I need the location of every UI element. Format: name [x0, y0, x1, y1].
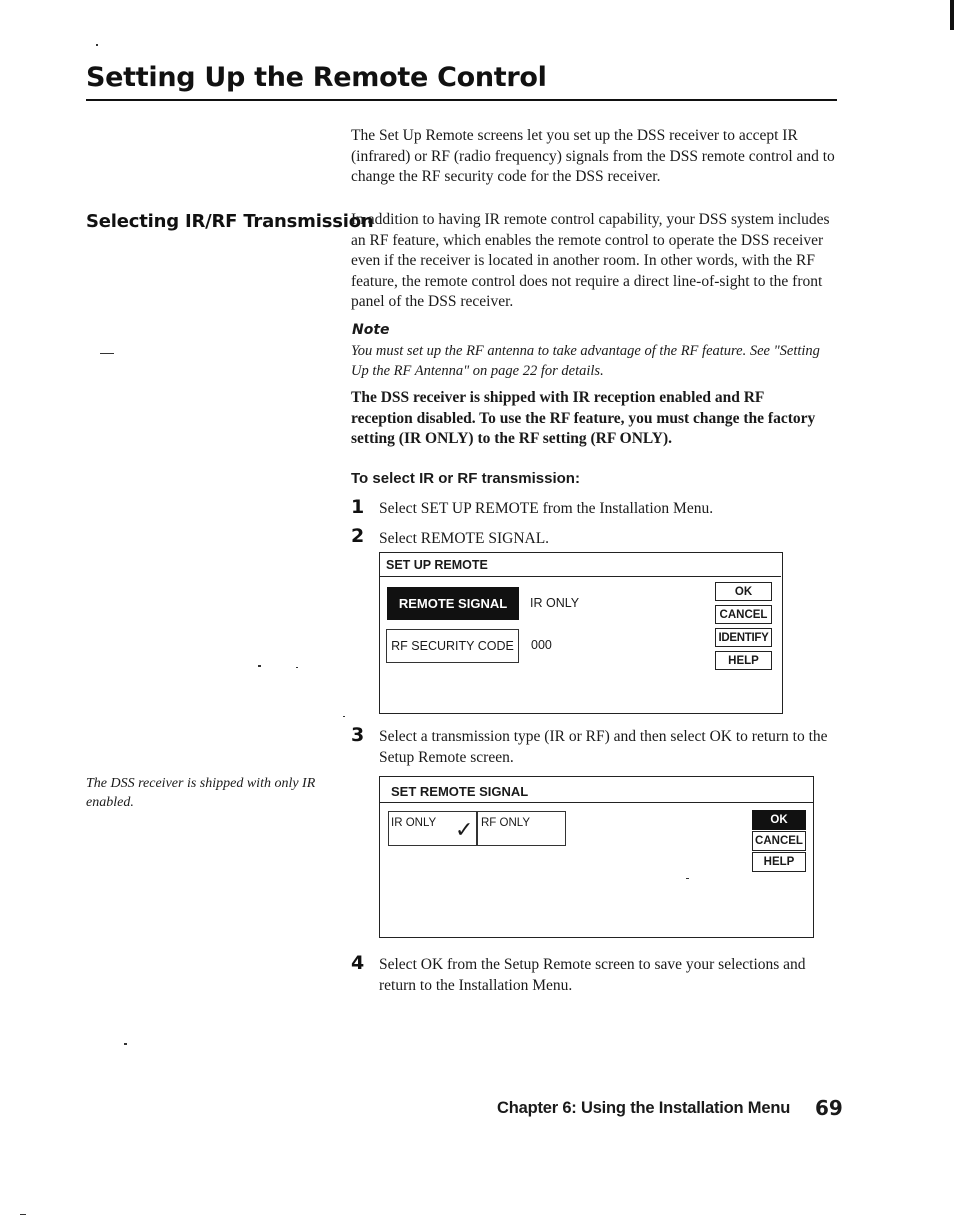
step-text: Select a transmission type (IR or RF) and then select OK to return to the Setup Remote screen.: [379, 728, 828, 766]
screen-divider: [380, 802, 813, 803]
screen-divider: [380, 576, 781, 577]
step-text: Select SET UP REMOTE from the Installation Menu.: [379, 500, 714, 517]
step-number: 2: [351, 525, 365, 547]
step-text: Select OK from the Setup Remote screen to save your selections and return to the Installation Menu.: [379, 956, 806, 994]
remote-signal-button[interactable]: REMOTE SIGNAL: [387, 587, 519, 620]
rf-only-label: RF ONLY: [481, 817, 530, 829]
scan-speck: [343, 716, 345, 717]
screen-title: SET REMOTE SIGNAL: [391, 784, 529, 799]
scan-speck: [100, 353, 114, 354]
cancel-button[interactable]: CANCEL: [715, 605, 772, 624]
set-remote-signal-screen: [379, 776, 814, 938]
step-number: 1: [351, 496, 365, 518]
intro-paragraph: The Set Up Remote screens let you set up the DSS receiver to accept IR (infrared) or RF (radio frequency) signals from the DSS remote control and to change the RF security code for the DSS receiver.: [351, 127, 835, 185]
cancel-button[interactable]: CANCEL: [752, 831, 806, 851]
scan-speck: [296, 667, 298, 668]
step-text: Select REMOTE SIGNAL.: [379, 530, 550, 547]
help-button[interactable]: HELP: [715, 651, 772, 670]
section-heading: Selecting IR/RF Transmission: [86, 211, 374, 232]
footer-chapter-title: Chapter 6: Using the Installation Menu: [497, 1099, 791, 1117]
note-text: You must set up the RF antenna to take advantage of the RF feature. See "Setting Up the RF Antenna" on page 22 for details.: [351, 343, 820, 379]
scan-speck: [96, 44, 98, 46]
margin-note: The DSS receiver is shipped with only IR enabled.: [86, 776, 316, 810]
rf-security-code-button[interactable]: RF SECURITY CODE: [386, 629, 519, 663]
page-edge-mark: [950, 0, 954, 30]
title-rule: [86, 99, 837, 101]
page-title: Setting Up the Remote Control: [86, 62, 547, 93]
scan-speck: [686, 878, 689, 879]
section-paragraph: In addition to having IR remote control capability, your DSS system includes an RF feature, which enables the remote control to operate the DSS receiver even if the receiver is located in another room. In other words, with the RF feature, the remote control does not require a direct line-of-sight to the front panel of the DSS receiver.: [351, 211, 830, 310]
ir-only-label: IR ONLY: [391, 817, 437, 829]
scan-speck: [20, 1214, 26, 1215]
scan-speck: [124, 1043, 127, 1045]
step-number: 3: [351, 724, 365, 746]
page-number: 69: [815, 1096, 843, 1120]
rf-security-code-value: 000: [531, 638, 552, 652]
ok-button[interactable]: OK: [715, 582, 772, 601]
scan-speck: [258, 665, 261, 667]
screen-title: SET UP REMOTE: [386, 558, 488, 572]
note-label: Note: [352, 322, 390, 338]
identify-button[interactable]: IDENTIFY: [715, 628, 772, 647]
bold-paragraph: The DSS receiver is shipped with IR reception enabled and RF reception disabled. To use the RF feature, you must change the factory setting (IR ONLY) to the RF setting (RF ONLY).: [351, 389, 816, 447]
remote-signal-value: IR ONLY: [530, 596, 580, 610]
help-button[interactable]: HELP: [752, 852, 806, 872]
checkmark-icon: ✓: [455, 818, 474, 843]
step-number: 4: [351, 952, 365, 974]
procedure-heading: To select IR or RF transmission:: [351, 470, 580, 487]
ok-button[interactable]: OK: [752, 810, 806, 830]
